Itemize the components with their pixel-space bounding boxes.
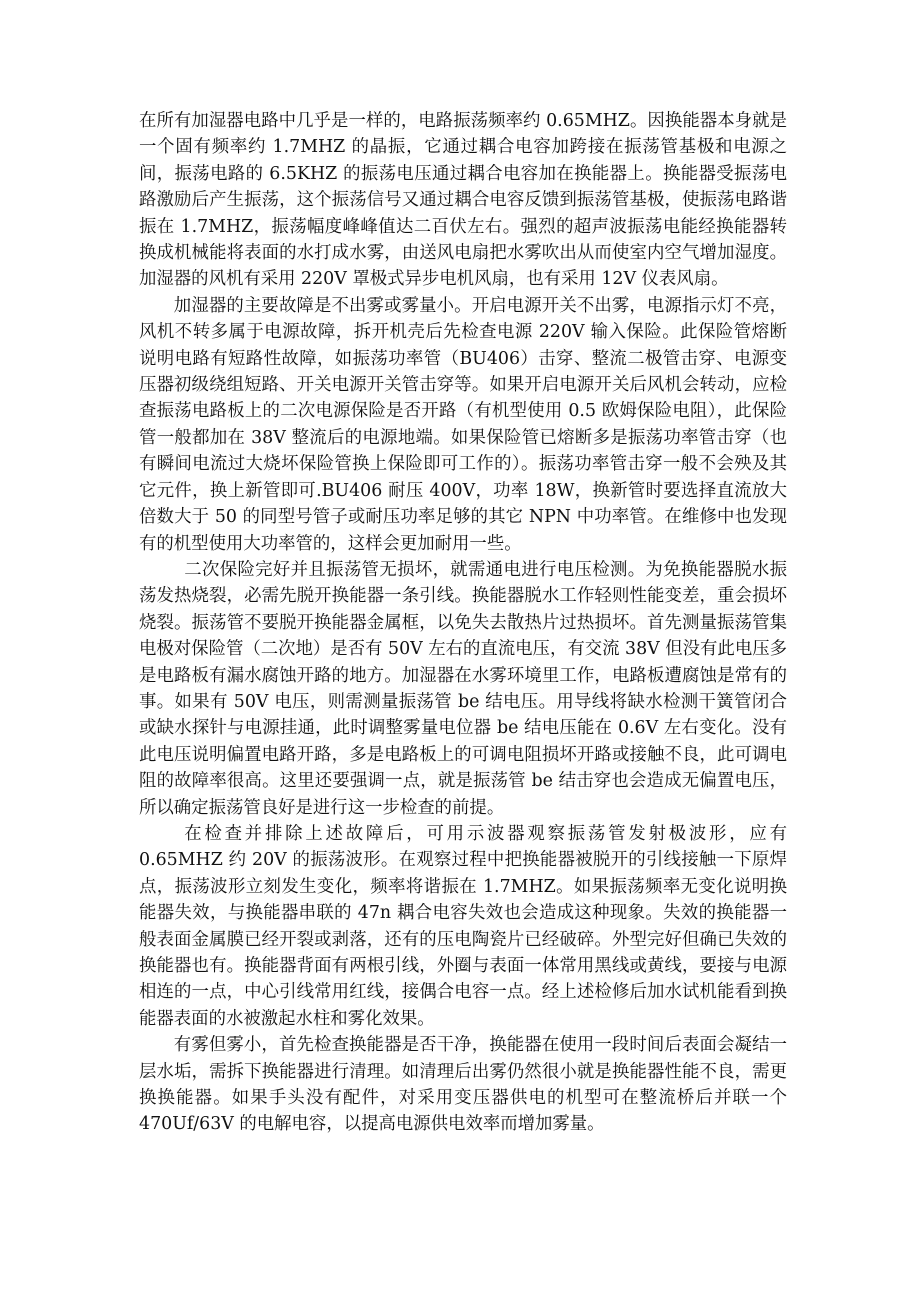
document-page bbox=[139, 108, 787, 1138]
paragraph-voltage-check: 二次保险完好并且振荡管无损坏，就需通电进行电压检测。为免换能器脱水振荡发热烧裂，必需先脱开换能器一条引线。换能器脱水工作轻则性能变差，重会损坏烧裂。振荡管不要脱开换能器金属框，以免失去散热片过热损坏。首先测量振荡管集电极对保险管（二次地）是否有 50V 左右的直流电压，有交流 38V 但没有此电压多是电路板有漏水腐蚀开路的地方。加湿器在水雾环境里工作，电路板遭腐蚀是常有的事。如果有 50V 电压，则需测量振荡管 be 结电压。用导线将缺水检测干簧管闭合或缺水探针与电源挂通，此时调整雾量电位器 be 结电压能在 0.6V 左右变化。没有此电压说明偏置电路开路，多是电路板上的可调电阻损坏开路或接触不良，此可调电阻的故障率很高。这里还要强调一点，就是振荡管 be 结击穿也会造成无偏置电压，所以确定振荡管良好是进行这一步检查的前提。 bbox=[139, 559, 787, 818]
paragraph-no-mist-fault: 加湿器的主要故障是不出雾或雾量小。开启电源开关不出雾，电源指示灯不亮，风机不转多属于电源故障，拆开机壳后先检查电源 220V 输入保险。此保险管熔断说明电路有短路性故障，如振荡功率管（BU406）击穿、整流二极管击穿、电源变压器初级绕组短路、开关电源开关管击穿等。如果开启电源开关后风机会转动，应检查振荡电路板上的二次电源保险是否开路（有机型使用 0.5 欧姆保险电阻），此保险管一般都加在 38V 整流后的电源地端。如果保险管已熔断多是振荡功率管击穿（也有瞬间电流过大烧坏保险管换上保险即可工作的）。振荡功率管击穿一般不会殃及其它元件，换上新管即可.BU406 耐压 400V，功率 18W，换新管时要选择直流放大倍数大于 50 的同型号管子或耐压功率足够的其它 NPN 中功率管。在维修中也发现有的机型使用大功率管的，这样会更加耐用一些。 bbox=[139, 295, 787, 554]
paragraph-oscilloscope-check: 在检查并排除上述故障后，可用示波器观察振荡管发射极波形，应有 0.65MHZ 约 20V 的振荡波形。在观察过程中把换能器被脱开的引线接触一下原焊点，振荡波形立刻发生变化，频率将谐振在 1.7MHZ。如果振荡频率无变化说明换能器失效，与换能器串联的 47n 耦合电容失效也会造成这种现象。失效的换能器一般表面金属膜已经开裂或剥落，还有的压电陶瓷片已经破碎。外型完好但确已失效的换能器也有。换能器背面有两根引线，外圈与表面一体常用黑线或黄线，要接与电源相连的一点，中心引线常用红线，接偶合电容一点。经上述检修后加水试机能看到换能器表面的水被激起水柱和雾化效果。 bbox=[139, 823, 787, 1029]
paragraph-humidifier-circuit: 在所有加湿器电路中几乎是一样的，电路振荡频率约 0.65MHZ。因换能器本身就是一个固有频率约 1.7MHZ 的晶振，它通过耦合电容加跨接在振荡管基极和电源之间，振荡电路的 6.5KHZ 的振荡电压通过耦合电容加在换能器上。换能器受振荡电路激励后产生振荡，这个振荡信号又通过耦合电容反馈到振荡管基极，使振荡电路谐振在 1.7MHZ，振荡幅度峰峰值达二百伏左右。强烈的超声波振荡电能经换能器转换成机械能将表面的水打成水雾，由送风电扇把水雾吹出从而使室内空气增加湿度。加湿器的风机有采用 220V 罩极式异步电机风扇，也有采用 12V 仪表风扇。 bbox=[139, 111, 787, 290]
paragraph-weak-mist: 有雾但雾小，首先检查换能器是否干净，换能器在使用一段时间后表面会凝结一层水垢，需拆下换能器进行清理。如清理后出雾仍然很小就是换能器性能不良，需更换换能器。如果手头没有配件，对采用变压器供电的机型可在整流桥后并联一个 470Uf/63V 的电解电容，以提高电源供电效率而增加雾量。 bbox=[139, 1035, 787, 1135]
